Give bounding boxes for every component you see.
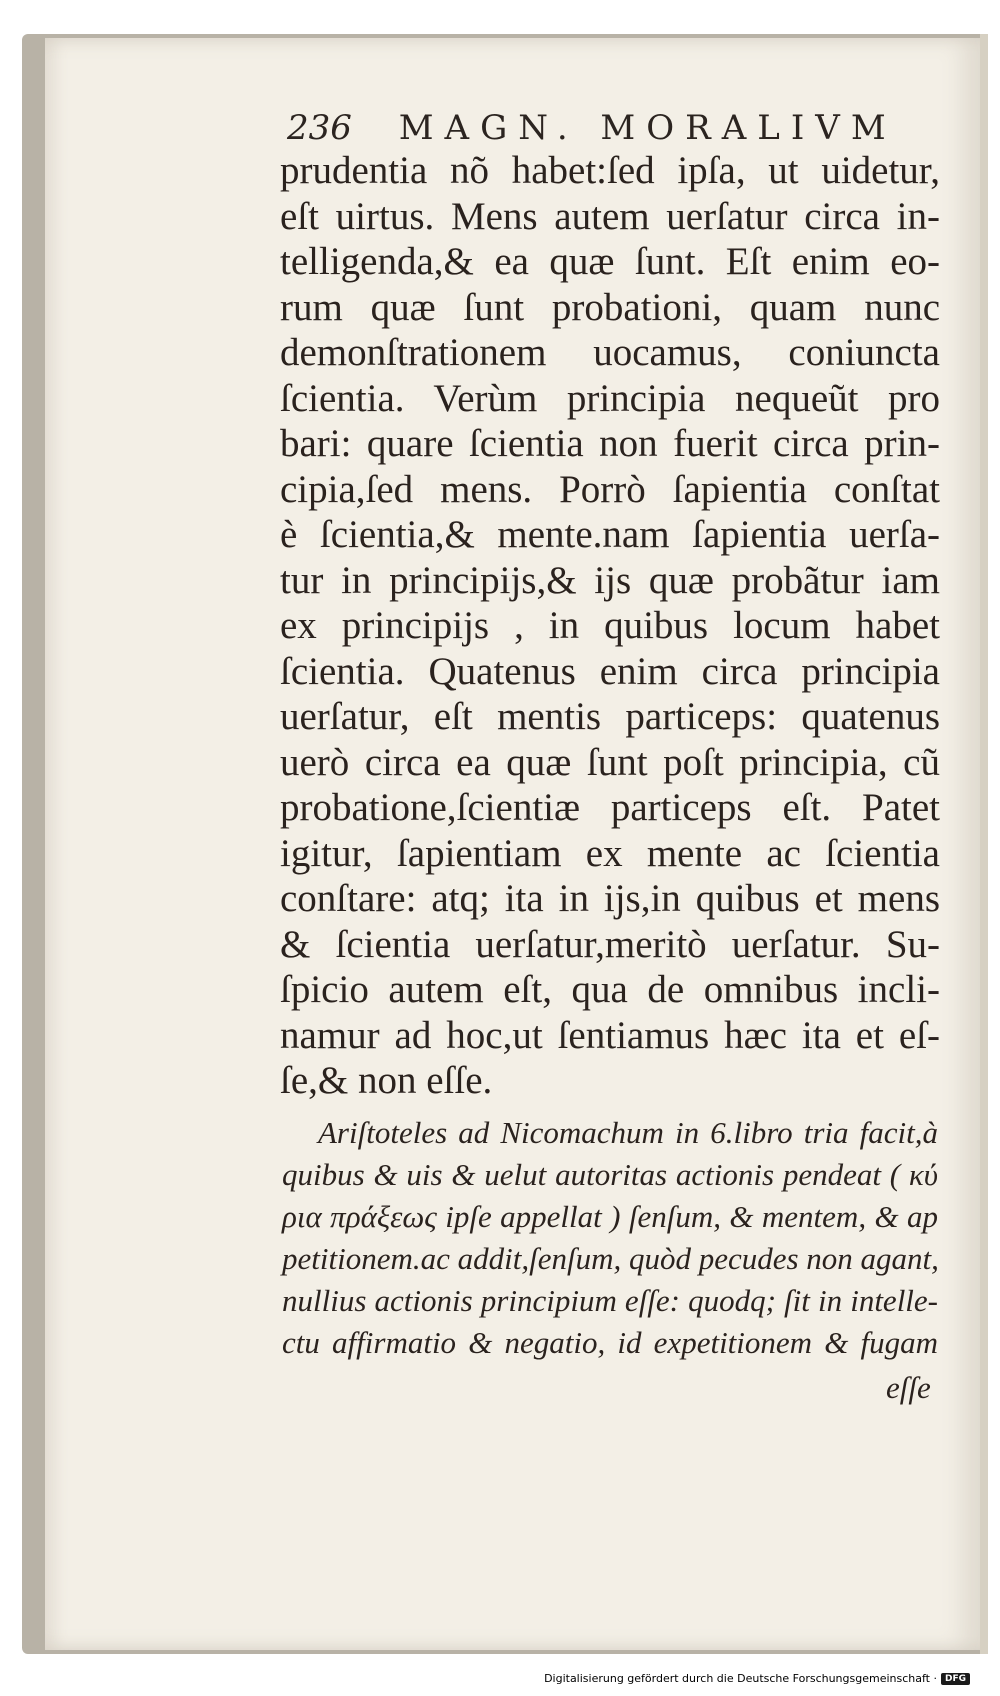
body-line: ſcientia. Quatenus enim circa principia: [280, 649, 940, 693]
body-line: rum quæ ſunt probationi, quam nunc: [280, 285, 940, 329]
body-line: uerſatur, eſt mentis particeps: quatenus: [280, 695, 940, 738]
running-head: [287, 108, 897, 148]
running-title: MAGN. MORALIVM: [398, 108, 897, 148]
marginal-note: [282, 1112, 938, 1364]
body-line: ſcientia. Verùm principia nequeũt pro: [280, 376, 940, 420]
body-line: igitur, ſapientiam ex mente ac ſcientia: [280, 831, 940, 875]
body-line: eſt uirtus. Mens autem uerſatur circa in-: [280, 194, 940, 238]
body-line: ſe,& non eſſe.: [280, 1059, 493, 1102]
body-text: [280, 148, 940, 1104]
footer-credit: [544, 1672, 970, 1685]
note-line: petitionem.ac addit,ſenſum, quòd pecudes non agant,: [282, 1241, 939, 1276]
footer-credit-text: Digitalisierung gefördert durch die Deutsche Forschungsgemeinschaft ·: [544, 1672, 937, 1685]
body-line: conſtare: atq; ita in ijs,in quibus et mens: [280, 877, 940, 920]
body-line: telligenda,& ea quæ ſunt. Eſt enim eo-: [280, 240, 940, 283]
body-line: demonſtrationem uocamus, coniuncta: [280, 331, 940, 374]
body-line: ſpicio autem eſt, qua de omnibus incli-: [280, 968, 940, 1011]
body-line: cipia,ſed mens. Porrò ſapientia conſtat: [280, 467, 940, 511]
page-fore-edge: [980, 34, 988, 1654]
body-line: uerò circa ea quæ ſunt poſt principia, cũ: [280, 740, 940, 784]
body-line: tur in principijs,& ijs quæ probãtur iam: [280, 558, 940, 602]
note-line: Ariſtoteles ad Nicomachum in 6.libro tria facit,à: [318, 1115, 938, 1150]
note-line: quibus & uis & uelut autoritas actionis pendeat ( κύ: [282, 1157, 938, 1192]
catchword: eſſe: [886, 1370, 931, 1405]
page-number: 236: [287, 108, 352, 148]
note-line: nullius actionis principium eſſe: quodq; ſit in intelle-: [282, 1283, 938, 1318]
body-line: namur ad hoc,ut ſentiamus hæc ita et eſ-: [280, 1013, 940, 1057]
dfg-logo-icon: DFG: [941, 1673, 970, 1685]
body-line: prudentia nõ habet:ſed ipſa, ut uidetur,: [280, 149, 940, 192]
note-line: ctu affirmatio & negatio, id expetitionem & fugam: [282, 1325, 938, 1360]
body-line: ex principijs , in quibus locum habet: [280, 604, 940, 647]
body-line: probatione,ſcientiæ particeps eſt. Patet: [280, 786, 940, 829]
note-line: ρια πράξεως ipſe appellat ) ſenſum, & mentem, & ap: [282, 1199, 938, 1234]
body-line: bari: quare ſcientia non fuerit circa prin-: [280, 422, 940, 465]
body-line: & ſcientia uerſatur,meritò uerſatur. Su-: [280, 922, 940, 966]
body-line: è ſcientia,& mente.nam ſapientia uerſa-: [280, 513, 940, 556]
